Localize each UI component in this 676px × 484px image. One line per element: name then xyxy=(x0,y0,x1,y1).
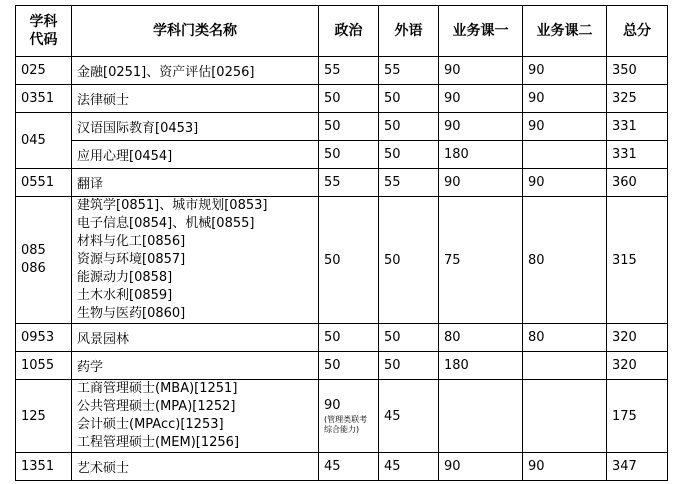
header-language: 外语 xyxy=(379,6,439,57)
header-name: 学科门类名称 xyxy=(72,6,319,57)
row-name: 风景园林 xyxy=(72,324,319,352)
table-row xyxy=(16,141,668,169)
row-total: 360 xyxy=(607,169,668,197)
row-course2: 90 xyxy=(523,453,607,481)
header-total: 总分 xyxy=(607,6,668,57)
table-row xyxy=(16,324,668,352)
row-course1: 90 xyxy=(439,85,523,113)
row-total: 320 xyxy=(607,352,668,380)
row-course2: 80 xyxy=(523,324,607,352)
row-code: 0351 xyxy=(16,85,72,113)
table-row xyxy=(16,85,668,113)
header-course2: 业务课二 xyxy=(523,6,607,57)
row-language: 50 xyxy=(379,352,439,380)
row-course1: 90 xyxy=(439,57,523,85)
row-course2: 80 xyxy=(523,197,607,324)
row-language: 55 xyxy=(379,57,439,85)
row-course1: 75 xyxy=(439,197,523,324)
row-course1 xyxy=(439,380,523,453)
row-course2: 90 xyxy=(523,169,607,197)
row-politics: 90 (管理类联考综合能力) xyxy=(319,380,379,453)
row-name: 汉语国际教育[0453] xyxy=(72,113,319,141)
row-total: 325 xyxy=(607,85,668,113)
row-politics: 50 xyxy=(319,141,379,169)
row-politics: 50 xyxy=(319,113,379,141)
row-language: 45 xyxy=(379,453,439,481)
row-code: 085 086 xyxy=(16,197,72,324)
header-politics: 政治 xyxy=(319,6,379,57)
row-language: 50 xyxy=(379,85,439,113)
row-politics: 45 xyxy=(319,453,379,481)
row-language: 50 xyxy=(379,113,439,141)
row-politics: 50 xyxy=(319,352,379,380)
row-course2 xyxy=(523,380,607,453)
row-course1: 90 xyxy=(439,453,523,481)
table-row xyxy=(16,113,668,141)
row-course1: 90 xyxy=(439,169,523,197)
row-code: 025 xyxy=(16,57,72,85)
header-course1: 业务课一 xyxy=(439,6,523,57)
row-name: 应用心理[0454] xyxy=(72,141,319,169)
row-total: 331 xyxy=(607,141,668,169)
row-name: 法律硕士 xyxy=(72,85,319,113)
row-course1: 180 xyxy=(439,141,523,169)
row-name: 翻译 xyxy=(72,169,319,197)
row-total: 315 xyxy=(607,197,668,324)
score-table xyxy=(15,5,668,481)
header-row xyxy=(16,6,668,57)
row-name: 药学 xyxy=(72,352,319,380)
row-total: 350 xyxy=(607,57,668,85)
row-name: 金融[0251]、资产评估[0256] xyxy=(72,57,319,85)
row-politics: 50 xyxy=(319,324,379,352)
table-row xyxy=(16,169,668,197)
table-row xyxy=(16,352,668,380)
row-code: 125 xyxy=(16,380,72,453)
row-course2: 90 xyxy=(523,113,607,141)
row-course2: 90 xyxy=(523,57,607,85)
row-course1: 180 xyxy=(439,352,523,380)
row-code: 0953 xyxy=(16,324,72,352)
table-row xyxy=(16,57,668,85)
row-code: 0551 xyxy=(16,169,72,197)
table-row xyxy=(16,197,668,324)
row-total: 331 xyxy=(607,113,668,141)
row-course2: 90 xyxy=(523,85,607,113)
row-politics: 50 xyxy=(319,197,379,324)
row-course2 xyxy=(523,141,607,169)
row-language: 50 xyxy=(379,141,439,169)
row-politics: 55 xyxy=(319,169,379,197)
row-name: 艺术硕士 xyxy=(72,453,319,481)
politics-note: (管理类联考综合能力) xyxy=(324,415,368,434)
row-language: 50 xyxy=(379,324,439,352)
row-name: 工商管理硕士(MBA)[1251] 公共管理硕士(MPA)[1252] 会计硕士(MPAcc)[1253] 工程管理硕士(MEM)[1256] xyxy=(72,380,319,453)
row-course2 xyxy=(523,352,607,380)
row-language: 55 xyxy=(379,169,439,197)
row-name: 建筑学[0851]、城市规划[0853] 电子信息[0854]、机械[0855] 材料与化工[0856] 资源与环境[0857] 能源动力[0858] 土木水利[0859] 生物与医药[0860] xyxy=(72,197,319,324)
row-total: 320 xyxy=(607,324,668,352)
row-course1: 80 xyxy=(439,324,523,352)
row-total: 175 xyxy=(607,380,668,453)
row-code: 1055 xyxy=(16,352,72,380)
row-code: 1351 xyxy=(16,453,72,481)
row-total: 347 xyxy=(607,453,668,481)
row-language: 45 xyxy=(379,380,439,453)
row-politics: 50 xyxy=(319,85,379,113)
table-row xyxy=(16,453,668,481)
row-language: 50 xyxy=(379,197,439,324)
row-politics: 55 xyxy=(319,57,379,85)
row-code: 045 xyxy=(16,113,72,169)
row-course1: 90 xyxy=(439,113,523,141)
header-code: 学科 代码 xyxy=(16,6,72,57)
table-row xyxy=(16,380,668,453)
